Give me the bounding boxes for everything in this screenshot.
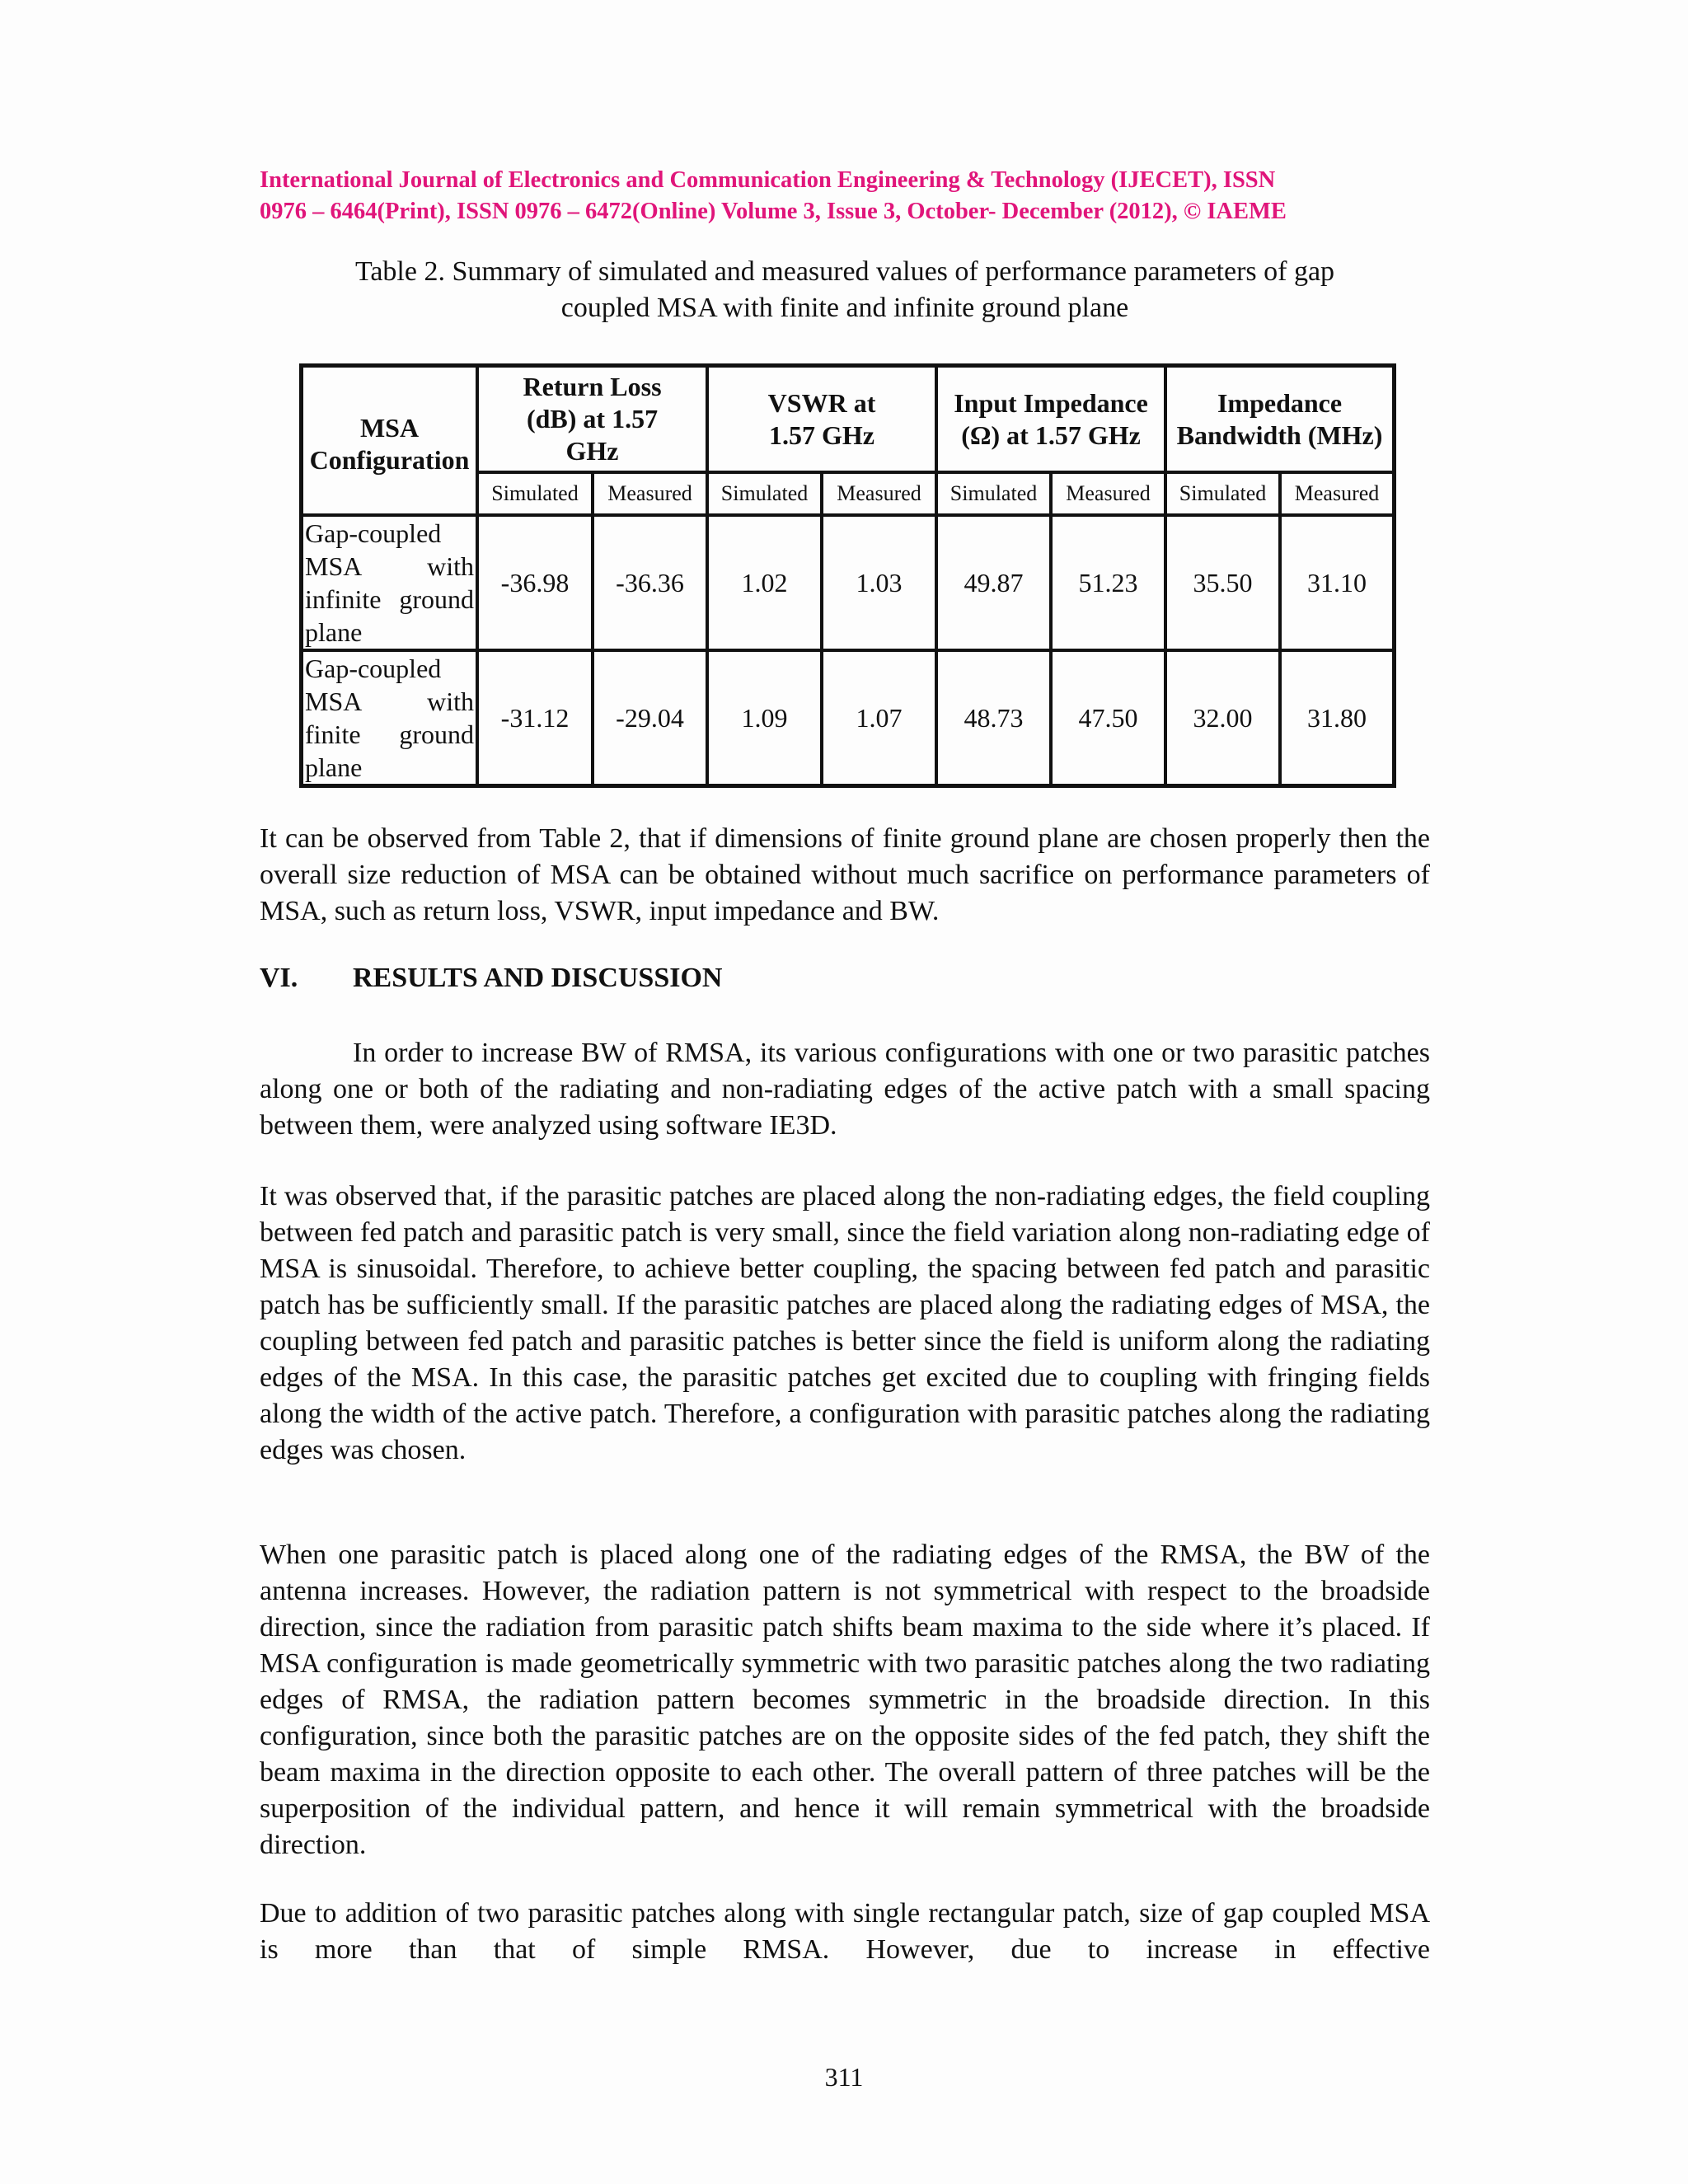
journal-header-line-2: 0976 – 6464(Print), ISSN 0976 – 6472(Online) Volume 3, Issue 3, October- December (2012), © IAEME: [260, 199, 1287, 224]
subheader-measured: Measured: [822, 472, 936, 515]
subheader-measured: Measured: [1051, 472, 1165, 515]
section-heading: [260, 963, 722, 994]
paragraph-results-3: When one parasitic patch is placed along one of the radiating edges of the RMSA, the BW of the antenna increases. However, the radiation pattern is not symmetrical with respect to the broadside direction, since the radiation from parasitic patch shifts beam maxima to the side where it’s placed. If MSA configuration is made geometrically symmetric with two parasitic patches along the two radiating edges of RMSA, the radiation pattern becomes symmetric in the broadside direction. In this configuration, since both the parasitic patches are on the opposite sides of the fed patch, they shift the beam maxima in the direction opposite to each other. The overall pattern of three patches will be the superposition of the individual pattern, and hence it will remain symmetrical with the broadside direction.: [260, 1540, 1430, 1860]
bandwidth-simulated: 35.50: [1165, 515, 1280, 650]
paragraph-results-4: Due to addition of two parasitic patches along with single rectangular patch, size of gap coupled MSA is more than that of simple RMSA. However, due to increase in effective: [260, 1898, 1430, 1965]
impedance-simulated: 49.87: [936, 515, 1051, 650]
bandwidth-measured: 31.10: [1280, 515, 1394, 650]
row-config-label: Gap-coupled MSA with infinite ground plane: [302, 515, 477, 650]
vswr-measured: 1.07: [822, 650, 936, 785]
page-number: 311: [824, 2062, 864, 2092]
table-header-row: [302, 366, 1394, 472]
journal-header-line-1: International Journal of Electronics and Communication Engineering & Technology (IJECET), ISSN: [260, 167, 1276, 193]
vswr-simulated: 1.09: [707, 650, 822, 785]
header-vswr: VSWR at 1.57 GHz: [707, 366, 936, 472]
table-caption: [247, 254, 1442, 326]
subheader-measured: Measured: [1280, 472, 1394, 515]
return-loss-measured: -36.36: [593, 515, 707, 650]
table-row: [302, 515, 1394, 650]
subheader-simulated: Simulated: [477, 472, 593, 515]
impedance-measured: 51.23: [1051, 515, 1165, 650]
section-title: RESULTS AND DISCUSSION: [353, 963, 723, 993]
paragraph-results-1: In order to increase BW of RMSA, its various configurations with one or two parasitic patches along one or both of the radiating and non-radiating edges of the active patch with a small spacing between them, were analyzed using software IE3D.: [260, 1038, 1430, 1141]
return-loss-simulated: -31.12: [477, 650, 593, 785]
header-input-impedance: Input Impedance (Ω) at 1.57 GHz: [936, 366, 1165, 472]
table-row: [302, 650, 1394, 785]
subheader-simulated: Simulated: [936, 472, 1051, 515]
paragraph-results-2: It was observed that, if the parasitic patches are placed along the non-radiating edges, the field coupling between fed patch and parasitic patch is very small, since the field variation along non-radiating edge of MSA is sinusoidal. Therefore, to achieve better coupling, the spacing between fed patch and parasitic patch has be sufficiently small. If the parasitic patches are placed along the radiating edges of MSA, the coupling between fed patch and parasitic patches is better since the field is uniform along the radiating edges of the MSA. In this case, the parasitic patches get excited due to coupling with fringing fields along the width of the active patch. Therefore, a configuration with parasitic patches along the radiating edges was chosen.: [260, 1181, 1430, 1465]
header-impedance-bandwidth: Impedance Bandwidth (MHz): [1165, 366, 1394, 472]
header-return-loss: Return Loss (dB) at 1.57 GHz: [477, 366, 707, 472]
vswr-measured: 1.03: [822, 515, 936, 650]
table-caption-line-2: coupled MSA with finite and infinite ground plane: [560, 293, 1129, 323]
subheader-measured: Measured: [593, 472, 707, 515]
impedance-simulated: 48.73: [936, 650, 1051, 785]
bandwidth-measured: 31.80: [1280, 650, 1394, 785]
performance-summary-table: [299, 363, 1396, 788]
paragraph-table-observation: It can be observed from Table 2, that if dimensions of finite ground plane are chosen properly then the overall size reduction of MSA can be obtained without much sacrifice on performance parameters of MSA, such as return loss, VSWR, input impedance and BW.: [260, 823, 1430, 926]
subheader-simulated: Simulated: [1165, 472, 1280, 515]
vswr-simulated: 1.02: [707, 515, 822, 650]
bandwidth-simulated: 32.00: [1165, 650, 1280, 785]
impedance-measured: 47.50: [1051, 650, 1165, 785]
table-caption-line-1: Table 2. Summary of simulated and measured values of performance parameters of gap: [354, 256, 1335, 287]
row-config-label: Gap-coupled MSA with finite ground plane: [302, 650, 477, 785]
section-number: VI.: [260, 963, 298, 993]
return-loss-simulated: -36.98: [477, 515, 593, 650]
return-loss-measured: -29.04: [593, 650, 707, 785]
subheader-simulated: Simulated: [707, 472, 822, 515]
journal-header: [260, 165, 1430, 227]
header-msa-configuration: MSA Configuration: [302, 366, 477, 515]
